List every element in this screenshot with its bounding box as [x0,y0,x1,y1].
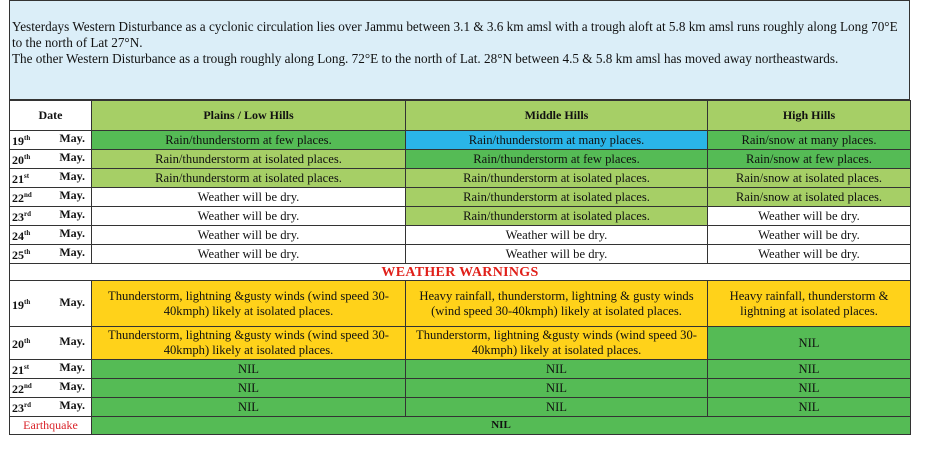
middle-hills-cell: Rain/thunderstorm at isolated places. [406,188,708,207]
synoptic-summary [9,0,910,100]
plains-warning-cell: NIL [92,360,406,379]
date-cell: 23rd May. [10,398,92,417]
plains-warning-cell: Thunderstorm, lightning &gusty winds (wind speed 30-40kmph) likely at isolated places. [92,327,406,360]
plains-cell: Rain/thunderstorm at isolated places. [92,169,406,188]
middle-hills-cell: Rain/thunderstorm at many places. [406,131,708,150]
plains-cell: Weather will be dry. [92,207,406,226]
date-cell: 24th May. [10,226,92,245]
date-cell: 20th May. [10,327,92,360]
middle-hills-cell: Rain/thunderstorm at few places. [406,150,708,169]
warning-row [10,327,911,360]
high-hills-cell: Rain/snow at isolated places. [708,188,911,207]
weather-warnings-title: WEATHER WARNINGS [10,264,911,281]
warnings-title-row [10,264,911,281]
forecast-row [10,188,911,207]
middle-hills-warning-cell: NIL [406,360,708,379]
middle-hills-cell: Rain/thunderstorm at isolated places. [406,169,708,188]
plains-cell: Weather will be dry. [92,188,406,207]
plains-cell: Rain/thunderstorm at few places. [92,131,406,150]
date-cell: 22nd May. [10,188,92,207]
table-header-row [10,101,911,131]
plains-cell: Weather will be dry. [92,226,406,245]
high-hills-cell: Rain/snow at few places. [708,150,911,169]
forecast-row [10,226,911,245]
header-high-hills: High Hills [708,101,911,131]
summary-paragraph-1: Yesterdays Western Disturbance as a cyclonic circulation lies over Jammu between 3.1 & 3.6 km amsl with a trough aloft at 5.8 km amsl runs roughly along Long 70°E to the north of Lat 27°N. [12,19,898,50]
forecast-table [9,100,911,435]
earthquake-row [10,417,911,435]
forecast-row [10,169,911,188]
high-hills-cell: Rain/snow at many places. [708,131,911,150]
earthquake-label: Earthquake [10,417,92,435]
forecast-row [10,207,911,226]
plains-warning-cell: NIL [92,398,406,417]
high-hills-cell: Weather will be dry. [708,226,911,245]
warning-row [10,398,911,417]
summary-paragraph-2: The other Western Disturbance as a trough roughly along Long. 72°E to the north of Lat. 28°N between 4.5 & 5.8 km amsl has moved away northeastwards. [12,51,839,66]
middle-hills-warning-cell: Thunderstorm, lightning &gusty winds (wind speed 30-40kmph) likely at isolated places. [406,327,708,360]
forecast-row [10,245,911,264]
warning-row [10,379,911,398]
header-plains: Plains / Low Hills [92,101,406,131]
middle-hills-warning-cell: NIL [406,398,708,417]
high-hills-warning-cell: NIL [708,398,911,417]
high-hills-warning-cell: NIL [708,360,911,379]
forecast-row [10,131,911,150]
date-cell: 21st May. [10,360,92,379]
forecast-row [10,150,911,169]
date-cell: 19th May. [10,131,92,150]
date-cell: 23rd May. [10,207,92,226]
plains-warning-cell: NIL [92,379,406,398]
high-hills-cell: Weather will be dry. [708,245,911,264]
middle-hills-warning-cell: NIL [406,379,708,398]
plains-cell: Weather will be dry. [92,245,406,264]
date-cell: 20th May. [10,150,92,169]
middle-hills-cell: Weather will be dry. [406,226,708,245]
middle-hills-cell: Rain/thunderstorm at isolated places. [406,207,708,226]
earthquake-value: NIL [92,417,911,435]
warning-row [10,281,911,327]
high-hills-cell: Weather will be dry. [708,207,911,226]
header-middle-hills: Middle Hills [406,101,708,131]
date-cell: 19th May. [10,281,92,327]
date-cell: 22nd May. [10,379,92,398]
plains-cell: Rain/thunderstorm at isolated places. [92,150,406,169]
plains-warning-cell: Thunderstorm, lightning &gusty winds (wind speed 30-40kmph) likely at isolated places. [92,281,406,327]
high-hills-warning-cell: NIL [708,379,911,398]
middle-hills-cell: Weather will be dry. [406,245,708,264]
warning-row [10,360,911,379]
middle-hills-warning-cell: Heavy rainfall, thunderstorm, lightning & gusty winds (wind speed 30-40kmph) likely at isolated places. [406,281,708,327]
high-hills-cell: Rain/snow at isolated places. [708,169,911,188]
header-date: Date [10,101,92,131]
date-cell: 21st May. [10,169,92,188]
date-cell: 25th May. [10,245,92,264]
high-hills-warning-cell: NIL [708,327,911,360]
weather-bulletin [9,0,910,435]
high-hills-warning-cell: Heavy rainfall, thunderstorm & lightning at isolated places. [708,281,911,327]
